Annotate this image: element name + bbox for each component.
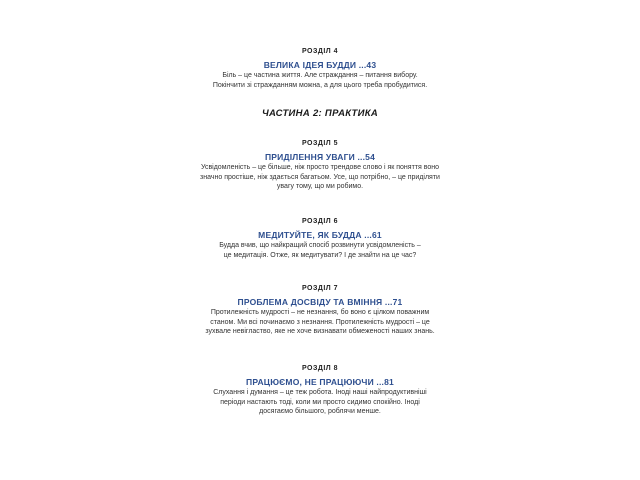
description-line: це медитація. Отже, як медитувати? І де знайти на це час? xyxy=(223,251,417,259)
chapter-description xyxy=(170,71,470,90)
chapter-title[interactable]: ПРИДІЛЕННЯ УВАГИ ...54 xyxy=(264,152,376,162)
toc-entry-chapter-5 xyxy=(170,139,470,192)
description-line: Усвідомленість – це більше, ніж просто трендове слово і як поняття воно xyxy=(200,164,440,171)
chapter-description xyxy=(170,388,470,417)
part-heading: ЧАСТИНА 2: ПРАКТИКА xyxy=(261,108,379,119)
chapter-title[interactable]: ПРОБЛЕМА ДОСВІДУ ТА ВМІННЯ ...71 xyxy=(237,297,403,307)
description-line: Будда вчив, що найкращий спосіб розвинути усвідомленість – xyxy=(219,242,421,249)
description-line: Біль – це частина життя. Але страждання – питання вибору. xyxy=(222,72,418,79)
chapter-title[interactable]: ВЕЛИКА ІДЕЯ БУДДИ ...43 xyxy=(263,60,377,70)
description-line: увагу тому, що ми робимо. xyxy=(276,183,364,190)
description-line: Протилежність мудрості – не незнання, бо воно є цілком поважним xyxy=(210,309,430,316)
toc-entry-chapter-7 xyxy=(170,284,470,337)
description-line: Покінчити зі стражданням можна, а для цього треба пробудитися. xyxy=(212,81,428,89)
chapter-label: РОЗДІЛ 7 xyxy=(301,285,339,292)
chapter-title[interactable]: ПРАЦЮЄМО, НЕ ПРАЦЮЮЧИ ...81 xyxy=(246,377,394,387)
description-line: досягаємо більшого, роблячи менше. xyxy=(259,408,381,415)
description-line: станом. Ми всі починаємо з незнання. Протилежність мудрості – це xyxy=(210,318,430,326)
toc-entry-chapter-6 xyxy=(170,217,470,260)
description-line: Слухання і думання – це теж робота. Іноді наші найпродуктивніші xyxy=(213,389,427,396)
description-line: періоди настають тоді, коли ми просто сидимо спокійно. Іноді xyxy=(220,398,420,406)
toc-entry-chapter-8 xyxy=(170,364,470,417)
chapter-label: РОЗДІЛ 8 xyxy=(301,365,339,372)
chapter-title[interactable]: МЕДИТУЙТЕ, ЯК БУДДА ...61 xyxy=(258,230,382,240)
toc-entry-chapter-4 xyxy=(170,47,470,90)
description-line: зухвале невігластво, яке не хоче визнавати обмеженості наших знань. xyxy=(205,328,435,335)
chapter-description xyxy=(170,241,470,260)
chapter-description xyxy=(170,163,470,192)
chapter-label: РОЗДІЛ 5 xyxy=(301,140,339,147)
chapter-label: РОЗДІЛ 4 xyxy=(301,48,339,55)
description-line: значно простіше, ніж здається багатьом. Усе, що потрібно, – це приділяти xyxy=(200,173,440,181)
chapter-label: РОЗДІЛ 6 xyxy=(301,218,339,225)
chapter-description xyxy=(170,308,470,337)
